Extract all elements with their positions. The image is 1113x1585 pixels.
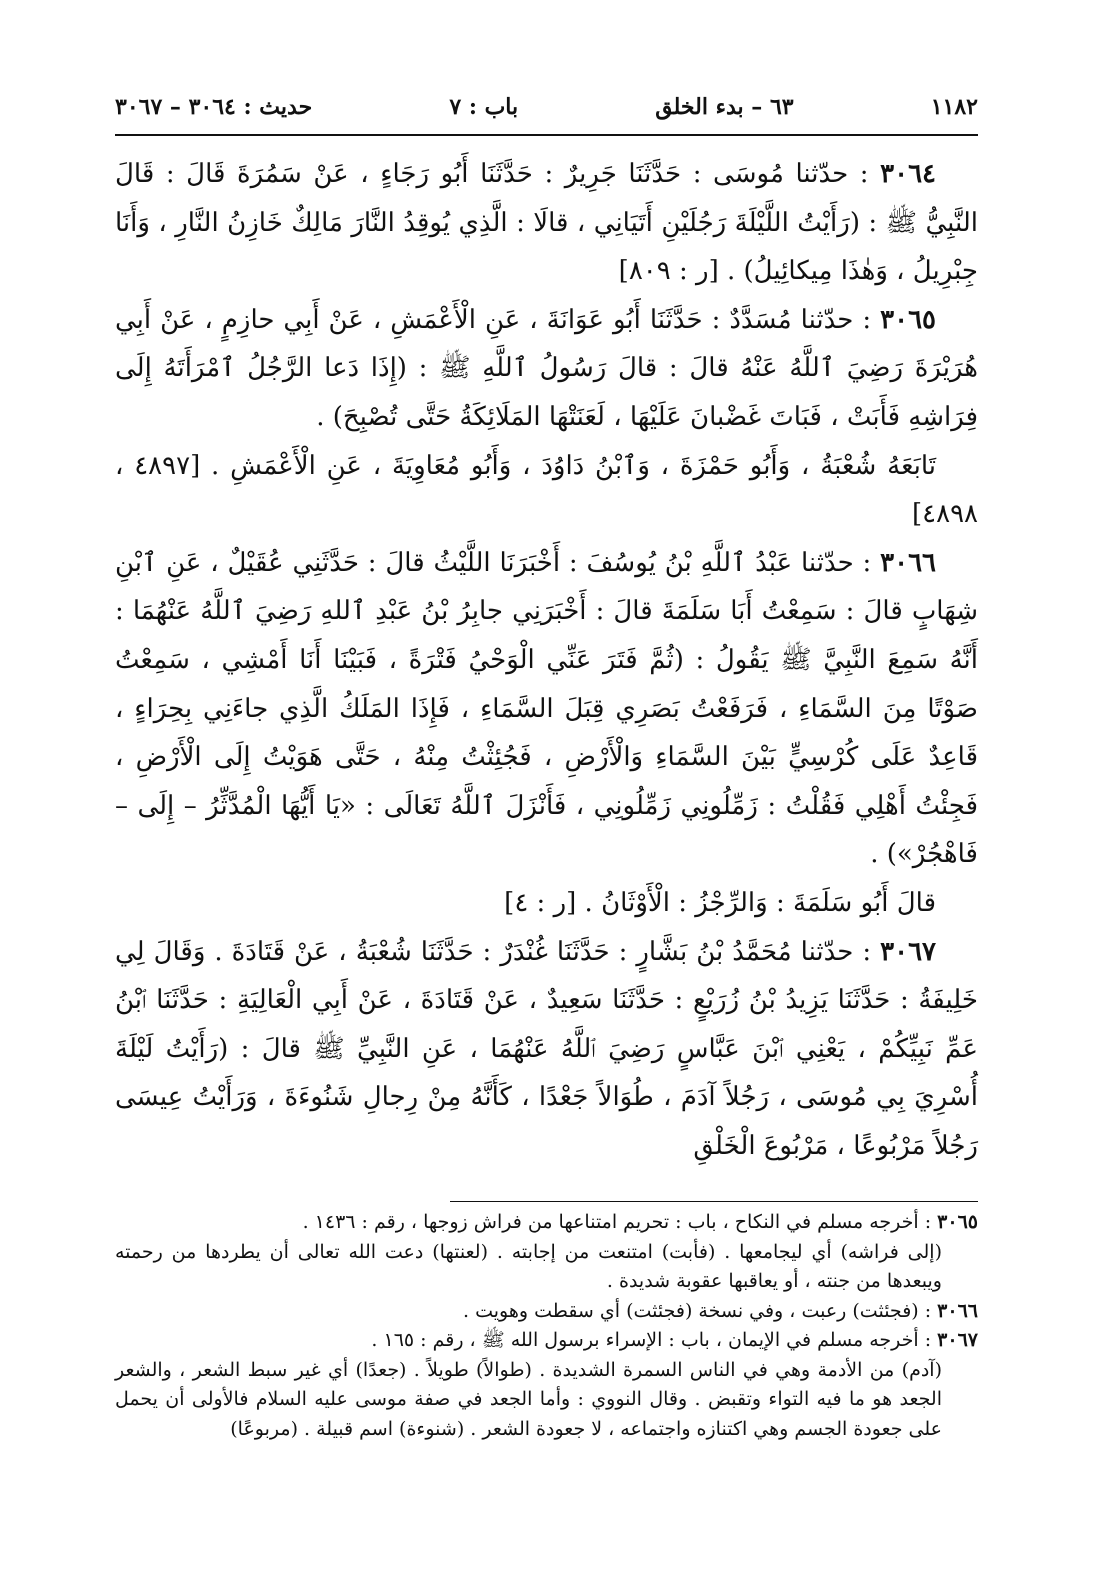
footnote: ٣٠٦٧ : أخرجه مسلم في الإيمان ، باب : الإسراء برسول الله ﷺ ، رقم : ١٦٥ . — [371, 1329, 978, 1351]
footnote-text: (إلى فراشه) أي ليجامعها . (فأبت) امتنعت من إجابته . (لعنتها) دعت الله تعالى أن يطردها من رحمته ويبعدها من جنته ، أو يعاقبها عقوبة شديدة . — [115, 1240, 942, 1292]
footnote-number: ٣٠٦٦ — [937, 1299, 978, 1322]
footnote-text: (آدم) من الأدمة وهي في الناس السمرة الشديدة . (طوالاً) طويلاً . (جعدًا) أي غير سبط الشعر ، والشعر الجعد هو ما فيه التواء وتقبض . وقال النووي : وأما الجعد في صفة موسى عليه السلام فالأولى أن يحمل على جعودة الجسم وهي اكتنازه واجتماعه ، لا جعودة الشعر . (شنوءة) اسم قبيلة . (مربوعًا) — [115, 1358, 942, 1440]
hadith-number: ٣٠٦٥ — [880, 304, 936, 335]
header-divider — [115, 134, 978, 136]
hadith-number: ٣٠٦٤ — [880, 159, 936, 189]
footnote: ٣٠٦٥ : أخرجه مسلم في النكاح ، باب : تحريم امتناعها من فراش زوجها ، رقم : ١٤٣٦ . — [302, 1211, 978, 1233]
hadith-paragraph: ٣٠٦٦ : حدّثنا عَبْدُ ٱللَّهِ بْنُ يُوسُفَ : أَخْبَرَنَا اللَّيْثُ قالَ : حَدَّثَنِي عُقَيْلٌ ، عَنِ ٱبْنِ شِهَابٍ قالَ : سَمِعْتُ أَبَا سَلَمَةَ قالَ : أَخْبَرَنِي جابِرُ بْنُ عَبْدِ ٱللهِ رَضِيَ ٱللَّهُ عَنْهُمَا : أَنَّهُ سَمِعَ النَّبِيَّ ﷺ يَقُولُ : (ثُمَّ فَتَرَ عَنِّي الْوَحْيُ فَتْرَةً ، فَبَيْنَا أَنَا أَمْشِي ، سَمِعْتُ صَوْتًا مِنَ السَّمَاءِ ، فَرَفَعْتُ بَصَرِي قِبَلَ السَّمَاءِ ، فَإِذَا المَلَكُ الَّذِي جاءَنِي بِحِرَاءٍ ، قَاعِدٌ عَلَى كُرْسِيٍّ بَيْنَ السَّمَاءِ وَالْأَرْضِ ، فَجُئِثْتُ مِنْهُ ، حَتَّى هَوَيْتُ إِلَى الْأَرْضِ ، فَجِئْتُ أَهْلِي فَقُلْتُ : زَمِّلُونِي زَمِّلُونِي ، فَأَنْزَلَ ٱللَّهُ تَعَالَى : «يَا أَيُّهَا الْمُدَّثِّرُ – إِلَى – فَاهْجُرْ») . — [115, 547, 978, 870]
footnote-divider — [450, 1201, 978, 1202]
footnote-text: (فجئثت) رعبت ، وفي نسخة (فجئثت) أي سقطت وهويت . — [463, 1299, 919, 1322]
footnotes — [115, 1208, 978, 1444]
running-header — [115, 84, 978, 130]
hadith-number: ٣٠٦٧ — [880, 936, 936, 967]
footnote-text: أخرجه مسلم في الإيمان ، باب : الإسراء برسول الله ﷺ ، رقم : ١٦٥ . — [371, 1329, 919, 1351]
footnote-text: أخرجه مسلم في النكاح ، باب : تحريم امتناعها من فراش زوجها ، رقم : ١٤٣٦ . — [302, 1211, 919, 1233]
hadith-number: ٣٠٦٦ — [880, 547, 936, 578]
hadith-text: حدّثنا عَبْدُ ٱللَّهِ بْنُ يُوسُفَ : أَخْبَرَنَا اللَّيْثُ قالَ : حَدَّثَنِي عُقَيْلٌ ، عَنِ ٱبْنِ شِهَابٍ قالَ : سَمِعْتُ أَبَا سَلَمَةَ قالَ : أَخْبَرَنِي جابِرُ بْنُ عَبْدِ ٱللهِ رَضِيَ ٱللَّهُ عَنْهُمَا : أَنَّهُ سَمِعَ النَّبِيَّ ﷺ يَقُولُ : (ثُمَّ فَتَرَ عَنِّي الْوَحْيُ فَتْرَةً ، فَبَيْنَا أَنَا أَمْشِي ، سَمِعْتُ صَوْتًا مِنَ السَّمَاءِ ، فَرَفَعْتُ بَصَرِي قِبَلَ السَّمَاءِ ، فَإِذَا المَلَكُ الَّذِي جاءَنِي بِحِرَاءٍ ، قَاعِدٌ عَلَى كُرْسِيٍّ بَيْنَ السَّمَاءِ وَالْأَرْضِ ، فَجُئِثْتُ مِنْهُ ، حَتَّى هَوَيْتُ إِلَى الْأَرْضِ ، فَجِئْتُ أَهْلِي فَقُلْتُ : زَمِّلُونِي زَمِّلُونِي ، فَأَنْزَلَ ٱللَّهُ تَعَالَى : «يَا أَيُّهَا الْمُدَّثِّرُ – إِلَى – فَاهْجُرْ») . — [115, 547, 978, 870]
page-number: ١١٨٢ — [930, 94, 978, 120]
narration-note — [115, 879, 978, 928]
chapter-label: باب : ٧ — [449, 94, 519, 120]
book-title: ٦٣ – بدء الخلق — [655, 94, 794, 120]
hadith-text: حدّثنا مُحَمَّدُ بْنُ بَشَّارٍ : حَدَّثَنَا غُنْدَرٌ : حَدَّثَنَا شُعْبَةُ ، عَنْ قَتَادَةَ . وَقَالَ لِي خَلِيفَةُ : حَدَّثَنَا يَزِيدُ بْنُ زُرَيْعٍ : حَدَّثَنَا سَعِيدٌ ، عَنْ قَتَادَةَ ، عَنْ أَبِي الْعَالِيَةِ : حَدَّثَنَا ٱبْنُ عَمِّ نَبِيِّكُمْ ، يَعْنِي ٱبْنَ عَبَّاسٍ رَضِيَ ٱللَّهُ عَنْهُمَا ، عَنِ النَّبِيِّ ﷺ قالَ : (رَأَيْتُ لَيْلَةَ أُسْرِيَ بِي مُوسَى ، رَجُلاً آدَمَ ، طُوَالاً جَعْدًا ، كَأَنَّهُ مِنْ رِجالِ شَنُوءَةَ ، وَرَأَيْتُ عِيسَى رَجُلاً مَرْبُوعًا ، مَرْبُوعَ الْخَلْقِ — [115, 936, 978, 1161]
footnote-number: ٣٠٦٥ — [937, 1211, 978, 1233]
hadith-text: حدّثنا مُوسَى : حَدَّثَنَا جَرِيرٌ : حَدَّثَنَا أَبُو رَجَاءٍ ، عَنْ سَمُرَةَ قَالَ : قَالَ النَّبِيُّ ﷺ : (رَأَيْتُ اللَّيْلَةَ رَجُلَيْنِ أَتَيَانِي ، قالَا : الَّذِي يُوقِدُ النَّارَ مَالِكٌ خَازِنُ النَّارِ ، وَأَنَا جِبْرِيلُ ، وَهٰذَا مِيكائِيلُ) . [ر : ٨٠٩] — [115, 159, 979, 287]
footnote-number: ٣٠٦٧ — [937, 1329, 978, 1351]
main-text — [115, 150, 978, 1170]
hadith-text: حدّثنا مُسَدَّدٌ : حَدَّثَنَا أَبُو عَوَانَةَ ، عَنِ الْأَعْمَشِ ، عَنْ أَبِي حازِمٍ ، عَنْ أَبِي هُرَيْرَةَ رَضِيَ ٱللَّهُ عَنْهُ قالَ : قالَ رَسُولُ ٱللَّهِ ﷺ : (إِذَا دَعا الرَّجُلُ ٱمْرَأَتَهُ إِلَى فِرَاشِهِ فَأَبَتْ ، فَبَاتَ غَضْبانَ عَلَيْهَا ، لَعَنَتْهَا المَلَائِكَةُ حَتَّى تُصْبِحَ) . — [115, 304, 978, 432]
hadith-range: حديث : ٣٠٦٤ – ٣٠٦٧ — [115, 94, 313, 120]
hadith-paragraph: ٣٠٦٥ : حدّثنا مُسَدَّدٌ : حَدَّثَنَا أَبُو عَوَانَةَ ، عَنِ الْأَعْمَشِ ، عَنْ أَبِي حازِمٍ ، عَنْ أَبِي هُرَيْرَةَ رَضِيَ ٱللَّهُ عَنْهُ قالَ : قالَ رَسُولُ ٱللَّهِ ﷺ : (إِذَا دَعا الرَّجُلُ ٱمْرَأَتَهُ إِلَى فِرَاشِهِ فَأَبَتْ ، فَبَاتَ غَضْبانَ عَلَيْهَا ، لَعَنَتْهَا المَلَائِكَةُ حَتَّى تُصْبِحَ) . — [115, 304, 978, 432]
hadith-paragraph: ٣٠٦٤ : حدّثنا مُوسَى : حَدَّثَنَا جَرِيرٌ : حَدَّثَنَا أَبُو رَجَاءٍ ، عَنْ سَمُرَةَ قَالَ : قَالَ النَّبِيُّ ﷺ : (رَأَيْتُ اللَّيْلَةَ رَجُلَيْنِ أَتَيَانِي ، قالَا : الَّذِي يُوقِدُ النَّارَ مَالِكٌ خَازِنُ النَّارِ ، وَأَنَا جِبْرِيلُ ، وَهٰذَا مِيكائِيلُ) . [ر : ٨٠٩] — [115, 159, 979, 287]
hadith-paragraph: ٣٠٦٧ : حدّثنا مُحَمَّدُ بْنُ بَشَّارٍ : حَدَّثَنَا غُنْدَرٌ : حَدَّثَنَا شُعْبَةُ ، عَنْ قَتَادَةَ . وَقَالَ لِي خَلِيفَةُ : حَدَّثَنَا يَزِيدُ بْنُ زُرَيْعٍ : حَدَّثَنَا سَعِيدٌ ، عَنْ قَتَادَةَ ، عَنْ أَبِي الْعَالِيَةِ : حَدَّثَنَا ٱبْنُ عَمِّ نَبِيِّكُمْ ، يَعْنِي ٱبْنَ عَبَّاسٍ رَضِيَ ٱللَّهُ عَنْهُمَا ، عَنِ النَّبِيِّ ﷺ قالَ : (رَأَيْتُ لَيْلَةَ أُسْرِيَ بِي مُوسَى ، رَجُلاً آدَمَ ، طُوَالاً جَعْدًا ، كَأَنَّهُ مِنْ رِجالِ شَنُوءَةَ ، وَرَأَيْتُ عِيسَى رَجُلاً مَرْبُوعًا ، مَرْبُوعَ الْخَلْقِ — [115, 936, 978, 1161]
footnote — [115, 1238, 978, 1297]
footnote — [115, 1356, 978, 1445]
hadith-text: قالَ أَبُو سَلَمَةَ : وَالرِّجْزُ : الْأَوْثَانُ . [ر : ٤] — [504, 887, 936, 918]
hadith-text: تَابَعَهُ شُعْبَةُ ، وَأَبُو حَمْزَةَ ، وَٱبْنُ دَاوُدَ ، وَأَبُو مُعَاوِيَةَ ، عَنِ الْأَعْمَشِ . [٤٨٩٧ ، ٤٨٩٨] — [115, 450, 978, 530]
footnote: ٣٠٦٦ : (فجئثت) رعبت ، وفي نسخة (فجئثت) أي سقطت وهويت . — [463, 1299, 978, 1322]
narration-note — [115, 442, 978, 539]
